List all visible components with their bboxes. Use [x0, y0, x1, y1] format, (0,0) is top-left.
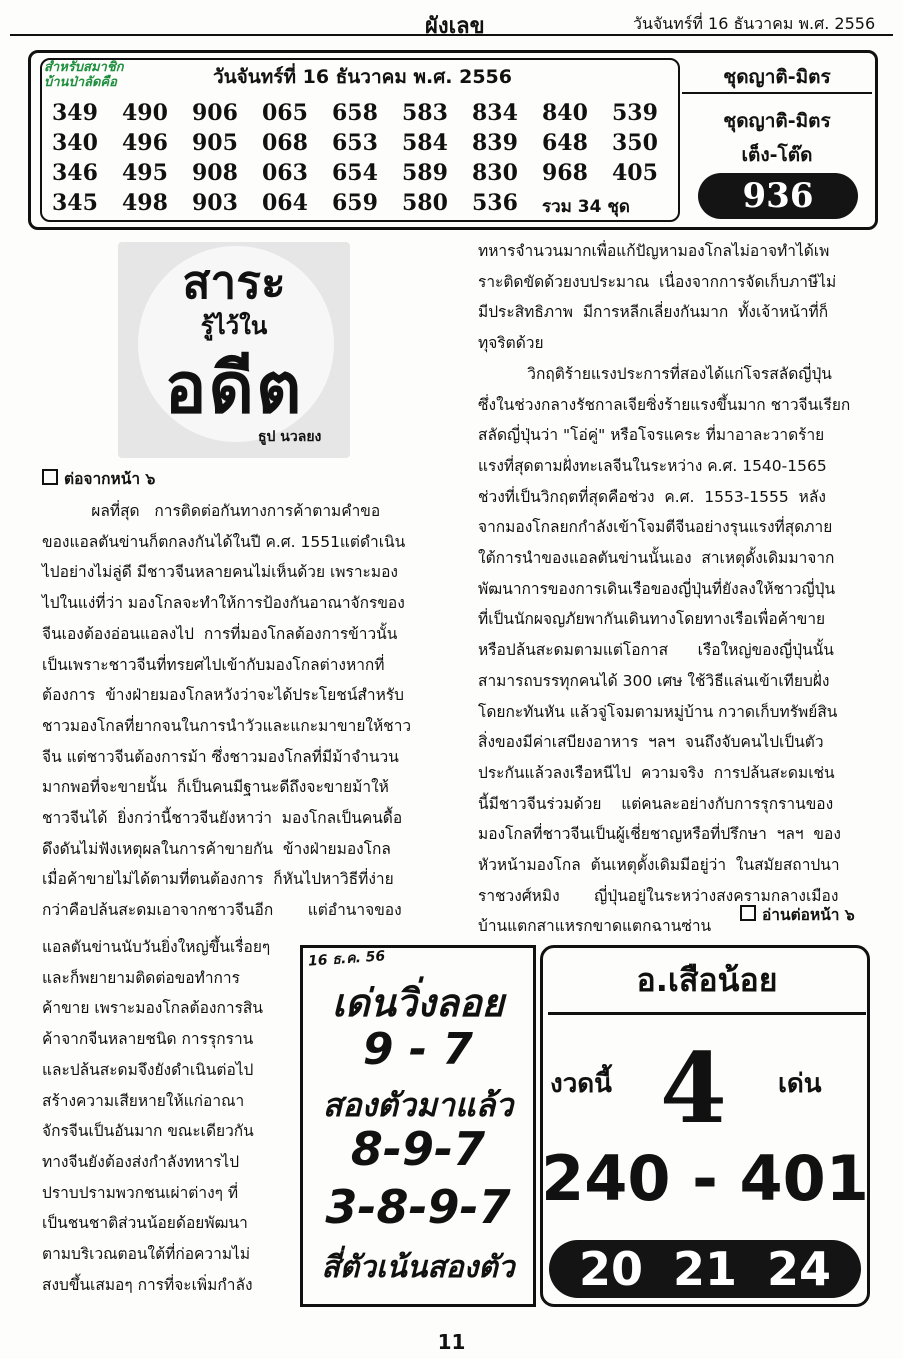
- column-byline: ธูป นวลยง: [258, 429, 322, 445]
- article-line: จักรจีนเป็นอันมาก ขณะเดียวกัน: [42, 1122, 254, 1141]
- lotto-number: 580: [402, 190, 448, 216]
- article-line: ต้องการ ข้างฝ่ายมองโกลหวังว่าจะได้ประโยชน์สำหรับ: [42, 686, 404, 705]
- column-logo-word-1: สาระ: [182, 255, 286, 309]
- lotto-number: 539: [612, 100, 658, 126]
- article-line: หัวหน้ามองโกล ต้นเหตุดั้งเดิมมีอยู่ว่า ในสมัยสถาปนา: [478, 856, 840, 875]
- continued-from-text: ต่อจากหน้า ๖: [64, 470, 156, 488]
- article-line: มีประสิทธิภาพ มีการหลีกเลี่ยงกันมาก ทั้งเจ้าหน้าที่ก็: [478, 303, 829, 322]
- handwritten-line: เด่นวิ่งลอย: [332, 981, 504, 1025]
- page-header-title: ผังเลข: [425, 14, 485, 39]
- article-line: ดึงดันไม่ฟังเหตุผลในการค้าขายกัน ข้างฝ่ายมองโกล: [42, 839, 391, 858]
- article-line: เมื่อค้าขายไม่ได้ตามที่ตนต้องการ ก็หันไปหาวิธีที่ง่าย: [42, 870, 394, 889]
- article-line: ช่วงที่เป็นวิกฤตที่สุดคือช่วง ค.ศ. 1553-1555 หลัง: [478, 487, 826, 506]
- article-line: สิ่งของมีค่าเสบียงอาหาร ฯลฯ จนถึงจับคนไปเป็นตัว: [478, 733, 824, 752]
- article-line: วิกฤติร้ายแรงประการที่สองได้แก่โจรสลัดญี่ปุ่น: [478, 364, 832, 383]
- lotto-number: 349: [52, 100, 98, 126]
- lotto-number: 495: [122, 160, 168, 186]
- handwritten-line: 9 - 7: [362, 1024, 474, 1075]
- article-line: และก็พยายามติดต่อขอทำการ: [42, 968, 240, 987]
- lotto-number: 340: [52, 130, 98, 156]
- lotto-number: 658: [332, 100, 378, 126]
- lotto-number: 068: [262, 130, 308, 156]
- article-line: นี้มีชาวจีนร่วมด้วย แต่คนละอย่างกับการรุกรานของ: [478, 794, 834, 813]
- article-line: ค้าจากจีนหลายชนิด การรุกราน: [42, 1030, 254, 1049]
- checkbox-icon: [42, 469, 58, 485]
- side-title: ชุดญาติ-มิตร: [723, 66, 831, 88]
- header-divider: [10, 34, 893, 36]
- page-header-date: วันจันทร์ที่ 16 ธันวาคม พ.ศ. 2556: [633, 14, 876, 33]
- lotto-number-grid: [52, 100, 682, 220]
- lotto-number: 830: [472, 160, 518, 186]
- handwritten-line: 3-8-9-7: [325, 1180, 511, 1234]
- article-bottom-column: [42, 932, 292, 1300]
- article-line: โดยกะทันหัน แล้วจู่โจมตามหมู่บ้าน กวาดเก็บทรัพย์สิน: [478, 702, 838, 721]
- article-left-column: [42, 496, 432, 926]
- lotto-number: 065: [262, 100, 308, 126]
- article-line: สามารถบรรทุกคนได้ 300 เศษ ใช้วิธีแล่นเข้าเทียบฝั่ง: [478, 671, 830, 690]
- side-number-badge: 936: [698, 173, 858, 219]
- lotto-number: 648: [542, 130, 588, 156]
- article-line: จีน แต่ชาวจีนต้องการม้า ซึ่งชาวมองโกลที่มีม้าจำนวน: [42, 747, 399, 766]
- article-line: ไปอย่างไม่ลู่ดี มีชาวจีนหลายคนไม่เห็นด้วย เพราะมอง: [42, 563, 398, 582]
- lotto-number: 405: [612, 160, 658, 186]
- lotto-row: [52, 130, 682, 160]
- lotto-number: 536: [472, 190, 518, 216]
- article-line: ตามบริเวณตอนใต้ที่ก่อความไม่: [42, 1245, 251, 1264]
- prediction-number-badge: 20 21 24: [549, 1240, 861, 1298]
- lotto-total-label: รวม 34 ชุด: [542, 197, 630, 217]
- article-line: พัฒนาการของการเดินเรือของญี่ปุ่นที่ยังลงให้ชาวญี่ปุ่น: [478, 579, 836, 598]
- article-line: ทุจริตด้วย: [478, 334, 544, 353]
- lotto-number: 345: [52, 190, 98, 216]
- side-divider: [682, 92, 872, 94]
- member-promo-line: สำหรับสมาชิก: [44, 60, 124, 75]
- page-number: 11: [437, 1330, 466, 1354]
- continued-to-text: อ่านต่อหน้า ๖: [762, 906, 855, 924]
- article-line: สร้างความเสียหายให้แก่อาณา: [42, 1091, 245, 1110]
- lotto-number: 839: [472, 130, 518, 156]
- continued-to: [740, 902, 855, 927]
- lotto-number: 840: [542, 100, 588, 126]
- lotto-number: 903: [192, 190, 238, 216]
- lotto-row: [52, 160, 682, 190]
- article-line: แรงที่สุดตามฝั่งทะเลจีนในระหว่าง ค.ศ. 1540-1565: [478, 456, 827, 475]
- lotto-number: 834: [472, 100, 518, 126]
- article-line: ไปในแง่ที่ว่า มองโกลจะทำให้การป้องกันอาณาจักรของ: [42, 594, 405, 613]
- lotto-number: 968: [542, 160, 588, 186]
- article-line: จีนเองต้องอ่อนแอลงไป การที่มองโกลต้องการข้าวนั้น: [42, 624, 398, 643]
- handwritten-line: 8-9-7: [350, 1122, 486, 1176]
- member-promo: [44, 60, 124, 90]
- prediction-main-number: 4: [660, 1032, 727, 1145]
- article-line: กว่าคือปล้นสะดมเอาจากชาวจีนอีก แต่อำนาจของ: [42, 901, 402, 920]
- lotto-row: [52, 190, 682, 220]
- lotto-number: 906: [192, 100, 238, 126]
- lotto-number: 346: [52, 160, 98, 186]
- lotto-number: 584: [402, 130, 448, 156]
- lotto-number: 583: [402, 100, 448, 126]
- lotto-number: 653: [332, 130, 378, 156]
- article-line: ทหารจำนวนมากเพื่อแก้ปัญหามองโกลไม่อาจทำได้เพ: [478, 242, 830, 260]
- member-promo-line: บ้านป่าลัดคือ: [44, 75, 117, 90]
- lotto-number: 496: [122, 130, 168, 156]
- article-right-column: [478, 236, 876, 942]
- article-line: จากมองโกลยกกำลังเข้าโจมตีจีนอย่างรุนแรงที่สุดภาย: [478, 518, 833, 537]
- article-line: ใต้การนำของแอลตันข่านนั้นเอง สาเหตุดั้งเดิมมาจาก: [478, 549, 835, 568]
- article-line: ชาวมองโกลที่ยากจนในการนำวัวและแกะมาขายให้ชาว: [42, 716, 412, 735]
- article-line: สลัดญี่ปุ่นว่า "โอ่คู่" หรือโจรแคระ ที่มาอาละวาดร้าย: [478, 426, 825, 445]
- lotto-number: 589: [402, 160, 448, 186]
- article-line: ของแอลตันข่านก็ตกลงกันได้ในปี ค.ศ. 1551แต่ดำเนิน: [42, 532, 406, 551]
- prediction-title: อ.เสือน้อย: [548, 948, 866, 1015]
- continued-from: [42, 466, 155, 491]
- lotto-number: 908: [192, 160, 238, 186]
- article-line: ที่เป็นนักผจญภัยพากันเดินทางโดยทางเรือเพื่อค้าขาย: [478, 610, 826, 629]
- lotto-number: 350: [612, 130, 658, 156]
- handwritten-date: 16 ธ.ค. 56: [307, 948, 386, 970]
- column-logo-word-3: อดีต: [164, 347, 304, 429]
- article-line: ราะติดขัดด้วยงบประมาณ เนื่องจากการจัดเก็บภาษีไม่: [478, 272, 837, 291]
- prediction-round-label: งวดนี้: [550, 1069, 612, 1099]
- lotto-row: [52, 100, 682, 130]
- article-line: ราชวงศ์หมิง ญี่ปุ่นอยู่ในระหว่างสงครามกลางเมือง: [478, 886, 839, 905]
- article-line: สงบขึ้นเสมอๆ การที่จะเพิ่มกำลัง: [42, 1275, 253, 1294]
- article-line: ประกันแล้วลงเรือหนีไป ความจริง การปล้นสะดมเช่น: [478, 763, 835, 782]
- article-line: แอลตันข่านนับวันยิ่งใหญ่ขึ้นเรื่อยๆ: [42, 938, 271, 956]
- article-line: เป็นเพราะชาวจีนที่ทรยศไปเข้ากับมองโกลต่างหากที่: [42, 655, 385, 674]
- article-line: มากพอที่จะขายนั้น ก็เป็นคนมีฐานะดีถึงจะขายม้าให้: [42, 778, 389, 797]
- lotto-number: 064: [262, 190, 308, 216]
- checkbox-icon: [740, 905, 756, 921]
- article-line: ชาวจีนได้ ยิ่งกว่านี้ชาวจีนยังหาว่า มองโกลเป็นคนดื้อ: [42, 809, 403, 828]
- lotto-number: 490: [122, 100, 168, 126]
- prediction-highlight-label: เด่น: [778, 1069, 822, 1099]
- lotto-date: วันจันทร์ที่ 16 ธันวาคม พ.ศ. 2556: [213, 66, 512, 88]
- lotto-number: 498: [122, 190, 168, 216]
- side-subtitle: ชุดญาติ-มิตร: [723, 110, 831, 132]
- lotto-number: 905: [192, 130, 238, 156]
- column-logo-word-2: รู้ไว้ใน: [200, 312, 268, 340]
- article-line: ปราบปรามพวกชนเผ่าต่างๆ ที่: [42, 1183, 239, 1202]
- article-line: เป็นชนชาติส่วนน้อยด้อยพัฒนา: [42, 1214, 248, 1233]
- side-subtitle-2: เต็ง-โต๊ด: [741, 144, 813, 166]
- article-line: หรือปล้นสะดมตามแต่โอกาส เรือใหญ่ของญี่ปุ่นนั้น: [478, 641, 834, 660]
- handwritten-line: สองตัวมาแล้ว: [322, 1086, 514, 1124]
- lotto-number: 063: [262, 160, 308, 186]
- article-line: และปล้นสะดมจึงยังดำเนินต่อไป: [42, 1060, 254, 1079]
- lotto-number: 654: [332, 160, 378, 186]
- article-line: ผลที่สุด การติดต่อกันทางการค้าตามคำขอ: [42, 502, 381, 520]
- handwritten-line: สี่ตัวเน้นสองตัว: [321, 1250, 515, 1285]
- prediction-pair: 240 - 401: [541, 1142, 869, 1215]
- lotto-number: 659: [332, 190, 378, 216]
- article-line: ค้าขาย เพราะมองโกลต้องการสิน: [42, 999, 263, 1018]
- article-line: บ้านแตกสาแหรกขาดแตกฉานซ่าน: [478, 917, 712, 936]
- article-line: ทางจีนยังต้องส่งกำลังทหารไป: [42, 1152, 240, 1171]
- article-line: ซึ่งในช่วงกลางรัชกาลเจียซิ่งร้ายแรงขึ้นมาก ชาวจีนเรียก: [478, 395, 851, 414]
- article-line: มองโกลที่ชาวจีนเป็นผู้เชี่ยชาญหรือที่ปรึกษา ฯลฯ ของ: [478, 825, 841, 844]
